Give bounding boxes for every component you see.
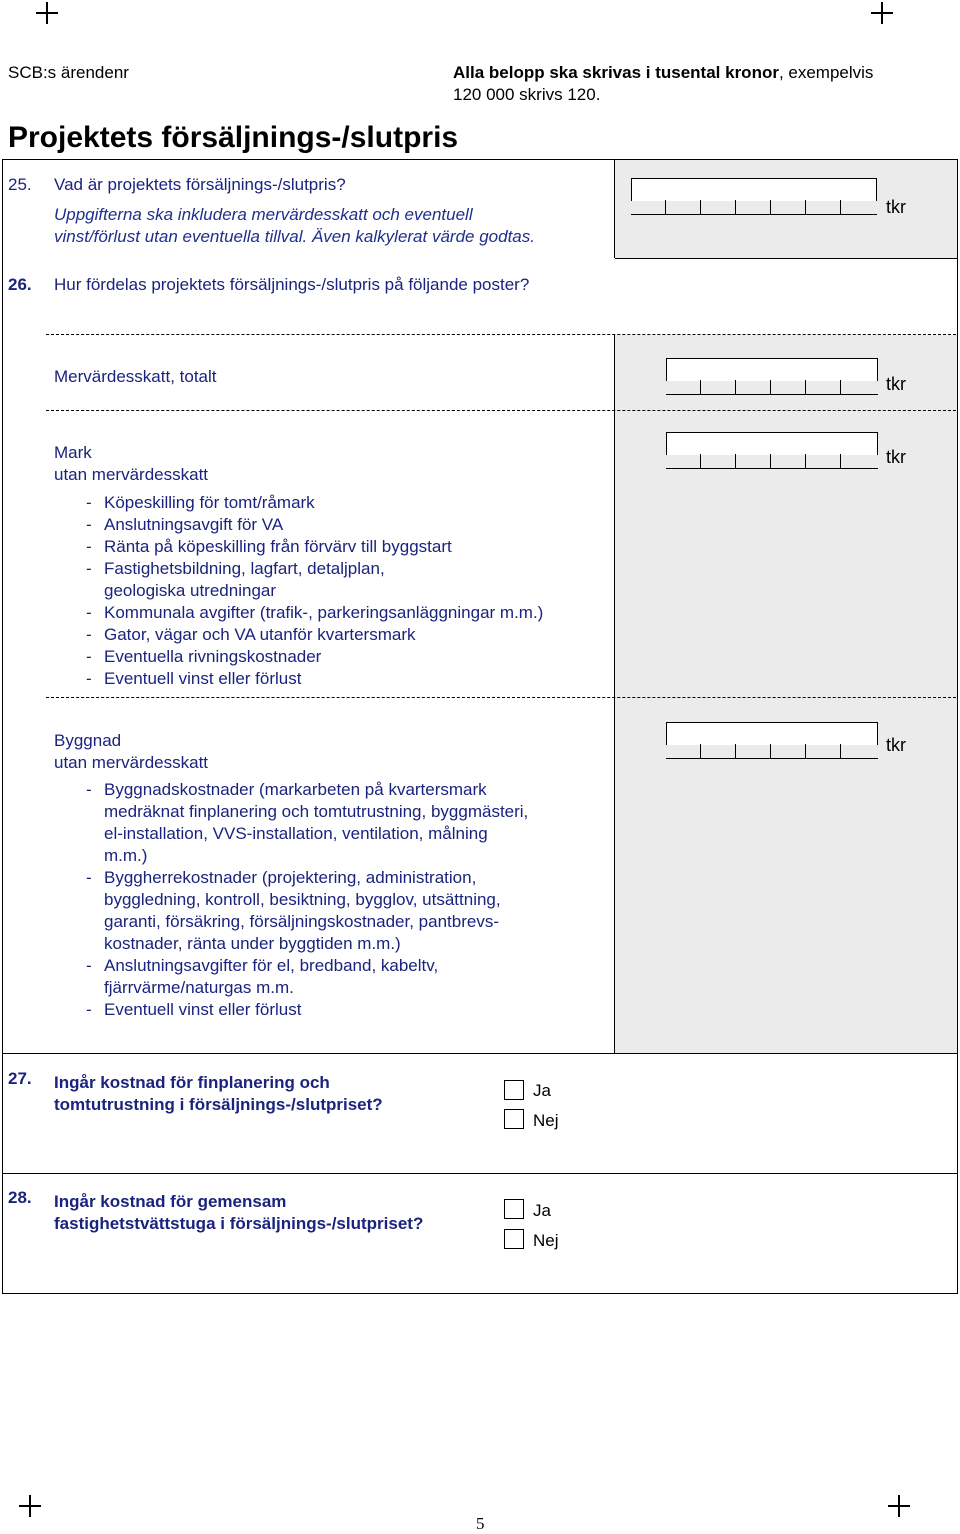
mark-heading: [54, 442, 208, 486]
q27-no-checkbox[interactable]: [504, 1109, 524, 1129]
list-item: - Gator, vägar och VA utanför kvartersmark: [86, 624, 606, 646]
q28-yes-checkbox[interactable]: [504, 1199, 524, 1219]
list-item: - Köpeskilling för tomt/råmark: [86, 492, 606, 514]
registration-mark-top-right: [871, 2, 893, 24]
list-item: - Eventuell vinst eller förlust: [86, 999, 556, 1021]
list-item: - Ränta på köpeskilling från förvärv till byggstart: [86, 536, 606, 558]
q25-note: [54, 204, 614, 248]
amount-instruction-example: 120 000 skrivs 120.: [453, 85, 601, 104]
q25-number: 25.: [8, 175, 32, 194]
q25-amount-field[interactable]: [631, 178, 877, 216]
q27-yes-label: Ja: [533, 1081, 551, 1100]
registration-mark-bottom-right: [888, 1495, 910, 1517]
byggnad-title: Byggnad: [54, 731, 122, 750]
byggnad-unit: tkr: [886, 735, 906, 755]
mark-items-list: [86, 492, 606, 690]
byggnad-amount-field[interactable]: [666, 722, 878, 760]
case-number-label: SCB:s ärendenr: [8, 63, 129, 82]
q28-question: [54, 1191, 494, 1235]
q28-question-line2: fastighetstvättstuga i försäljnings-/slutpriset?: [54, 1214, 424, 1233]
registration-mark-bottom-left: [19, 1495, 41, 1517]
q27-bottom-rule: [2, 1173, 957, 1174]
mark-amount-field[interactable]: [666, 432, 878, 470]
page-number: 5: [476, 1514, 485, 1533]
vat-amount-field[interactable]: [666, 358, 878, 396]
vat-unit: tkr: [886, 374, 906, 394]
vat-label: Mervärdesskatt, totalt: [54, 367, 217, 386]
q25-unit: tkr: [886, 197, 906, 217]
divider-dashed-2: [46, 410, 956, 411]
q26-row: [8, 274, 708, 296]
q27-question-line2: tomtutrustning i försäljnings-/slutpriset?: [54, 1095, 383, 1114]
q27-yes-checkbox[interactable]: [504, 1080, 524, 1100]
amount-instruction-bold: Alla belopp ska skrivas i tusental kronor: [453, 63, 779, 82]
q27-question-line1: Ingår kostnad för finplanering och: [54, 1073, 330, 1092]
list-item: - Anslutningsavgifter för el, bredband, kabeltv, fjärrvärme/naturgas m.m.: [86, 955, 489, 999]
divider-dashed-1: [46, 334, 956, 335]
q28-yes-label: Ja: [533, 1201, 551, 1220]
list-item: - Byggherrekostnader (projektering, administration, byggledning, kontroll, besiktning, bygglov, utsättning, garanti, försäkring, försäljningskostnader, pantbrevs- kostnader, ränta under byggtiden m.m.): [86, 867, 546, 955]
list-item: - Eventuell vinst eller förlust: [86, 668, 606, 690]
q27-number: 27.: [8, 1069, 32, 1088]
byggnad-subtitle: utan mervärdesskatt: [54, 753, 209, 772]
q28-no-label: Nej: [533, 1231, 559, 1250]
q26-question: Hur fördelas projektets försäljnings-/slutpris på följande poster?: [54, 275, 530, 294]
q25-bottom-rule: [615, 258, 957, 259]
mark-unit: tkr: [886, 447, 906, 467]
q27-question: [54, 1072, 474, 1116]
q28-number: 28.: [8, 1188, 32, 1207]
answer-column-divider-q25: [614, 160, 615, 258]
q26-number: 26.: [8, 275, 32, 294]
byggnad-items-list: [86, 779, 556, 1021]
answer-column-divider-q26: [614, 335, 615, 1053]
amount-instruction-tail: , exempelvis: [778, 63, 874, 82]
q25-row: [8, 174, 608, 196]
list-item: - Eventuella rivningskostnader: [86, 646, 606, 668]
divider-dashed-3: [46, 697, 956, 698]
list-item: - Kommunala avgifter (trafik-, parkeringsanläggningar m.m.): [86, 602, 606, 624]
q25-note-line2: vinst/förlust utan eventuella tillval. Även kalkylerat värde godtas.: [54, 227, 535, 246]
q28-no-checkbox[interactable]: [504, 1229, 524, 1249]
q25-note-line1: Uppgifterna ska inkludera mervärdesskatt och eventuell: [54, 205, 473, 224]
mark-subtitle: utan mervärdesskatt: [54, 465, 209, 484]
mark-title: Mark: [54, 443, 92, 462]
registration-mark-top-left: [36, 2, 58, 24]
byggnad-heading: [54, 730, 208, 774]
q26-bottom-rule: [2, 1053, 957, 1054]
list-item: - Anslutningsavgift för VA: [86, 514, 606, 536]
section-title: Projektets försäljnings-/slutpris: [8, 121, 459, 154]
q27-no-label: Nej: [533, 1111, 559, 1130]
list-item: - Byggnadskostnader (markarbeten på kvartersmark medräknat finplanering och tomtutrustning, byggmästeri, el-installation, VVS-installation, ventilation, målning m.m.): [86, 779, 534, 867]
q25-question: Vad är projektets försäljnings-/slutpris?: [54, 175, 346, 194]
list-item: - Fastighetsbildning, lagfart, detaljplan, geologiska utredningar: [86, 558, 434, 602]
amount-instruction: [453, 62, 953, 106]
q28-question-line1: Ingår kostnad för gemensam: [54, 1192, 287, 1211]
